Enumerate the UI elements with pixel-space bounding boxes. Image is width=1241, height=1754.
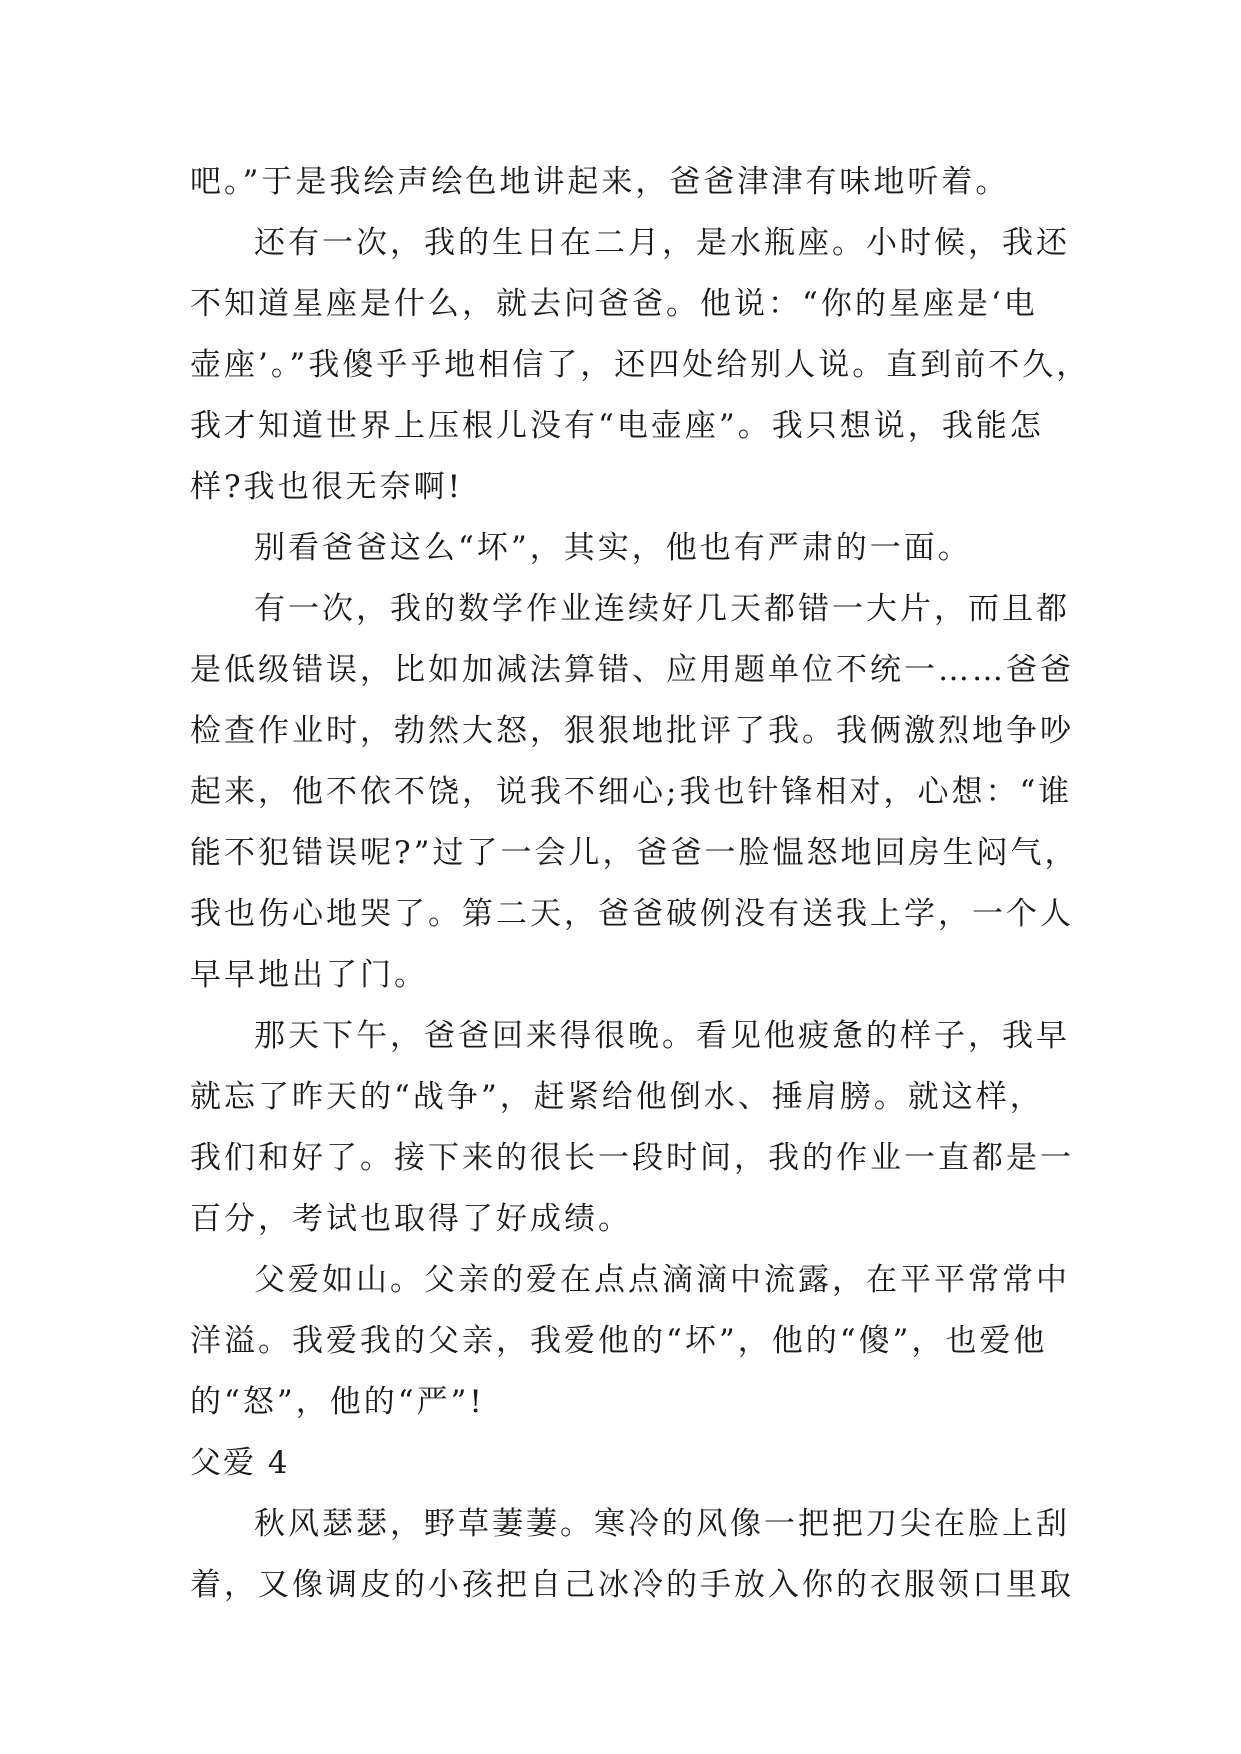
text-line: 就忘了昨天的“战争”，赶紧给他倒水、捶肩膀。就这样， xyxy=(190,1079,1044,1115)
text-line: 能不犯错误呢?”过了一会儿，爸爸一脸愠怒地回房生闷气， xyxy=(190,835,1079,871)
text-line: 吧。”于是我绘声绘色地讲起来，爸爸津津有味地听着。 xyxy=(190,164,1010,200)
paragraph-first-line: 有一次，我的数学作业连续好几天都错一大片，而且都 xyxy=(254,591,1070,627)
text-line: 检查作业时，勃然大怒，狠狠地批评了我。我俩激烈地争吵 xyxy=(190,713,1074,749)
text-line: 着，又像调皮的小孩把自己冰冷的手放入你的衣服领口里取 xyxy=(190,1567,1074,1603)
section-heading: 父爱 4 xyxy=(190,1445,290,1481)
text-line: 不知道星座是什么，就去问爸爸。他说：“你的星座是‘电 xyxy=(190,286,1038,322)
text-line: 百分，考试也取得了好成绩。 xyxy=(190,1201,632,1237)
text-line: 起来，他不依不饶，说我不细心;我也针锋相对，心想：“谁 xyxy=(190,774,1073,810)
paragraph-first-line: 别看爸爸这么“坏”，其实，他也有严肃的一面。 xyxy=(254,530,972,566)
document-body xyxy=(190,152,1091,1616)
text-line: 我才知道世界上压根儿没有“电壶座”。我只想说，我能怎 xyxy=(190,408,1044,444)
text-line: 我也伤心地哭了。第二天，爸爸破例没有送我上学，一个人 xyxy=(190,896,1074,932)
text-line: 壶座’。”我傻乎乎地相信了，还四处给别人说。直到前不久， xyxy=(190,347,1091,383)
text-line: 是低级错误，比如加减法算错、应用题单位不统一……爸爸 xyxy=(190,652,1074,688)
paragraph-first-line: 秋风瑟瑟，野草萋萋。寒冷的风像一把把刀尖在脸上刮 xyxy=(254,1506,1070,1542)
paragraph-first-line: 还有一次，我的生日在二月，是水瓶座。小时候，我还 xyxy=(254,225,1070,261)
paragraph-first-line: 父爱如山。父亲的爱在点点滴滴中流露，在平平常常中 xyxy=(254,1262,1070,1298)
text-line: 洋溢。我爱我的父亲，我爱他的“坏”，他的“傻”，也爱他 xyxy=(190,1323,1048,1359)
text-line: 我们和好了。接下来的很长一段时间，我的作业一直都是一 xyxy=(190,1140,1074,1176)
text-line: 的“怒”，他的“严”! xyxy=(190,1384,485,1420)
text-line: 样?我也很无奈啊! xyxy=(190,469,464,505)
paragraph-first-line: 那天下午，爸爸回来得很晚。看见他疲惫的样子，我早 xyxy=(254,1018,1070,1054)
text-line: 早早地出了门。 xyxy=(190,957,428,993)
